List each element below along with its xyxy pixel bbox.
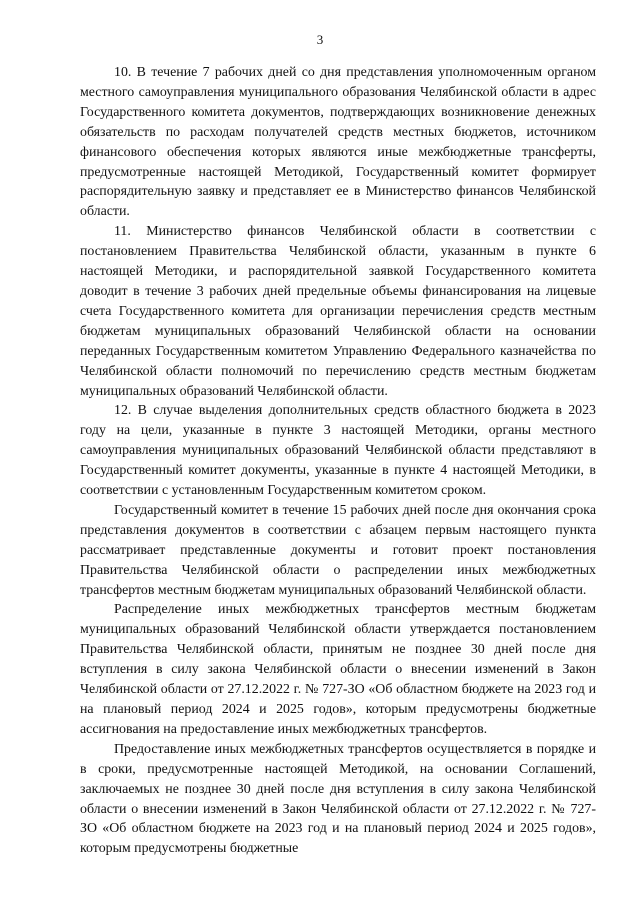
paragraph-11: 11. Министерство финансов Челябинской области в соответствии с постановлением Правительства Челябинской области, указанным в пункте 6 настоящей Методики, и распорядительной заявкой Государственного комитета доводит в течение 3 рабочих дней предельные объемы финансирования на лицевые счета Государственного комитета для организации перечисления средств местным бюджетам муниципальных образований Челябинской области на основании переданных Государственным комитетом Управлению Федерального казначейства по Челябинской области полномочий по перечислению средств местным бюджетам муниципальных образований Челябинской области. — [80, 224, 596, 399]
paragraph-10: 10. В течение 7 рабочих дней со дня представления уполномоченным органом местного самоуправления муниципального образования Челябинской области в адрес Государственного комитета документов, подтверждающих возникновение денежных обязательств по расходам получателей средств местных бюджетов, источником финансового обеспечения которых являются иные межбюджетные трансферты, предусмотренные настоящей Методикой, Государственный комитет формирует распорядительную заявку и представляет ее в Министерство финансов Челябинской области. — [80, 65, 596, 220]
document-body — [80, 63, 596, 859]
paragraph-12: 12. В случае выделения дополнительных средств областного бюджета в 2023 году на цели, указанные в пункте 3 настоящей Методики, органы местного самоуправления муниципальных образований Челябинской области представляют в Государственный комитет документы, указанные в пункте 4 настоящей Методики, в соответствии с установленным Государственным комитетом сроком. — [80, 403, 596, 499]
paragraph-12-distribution: Распределение иных межбюджетных трансфертов местным бюджетам муниципальных образований Челябинской области утверждается постановлением Правительства Челябинской области, принятым не позднее 30 дней после дня вступления в силу закона Челябинской области о внесении изменений в Закон Челябинской области от 27.12.2022 г. № 727-ЗО «Об областном бюджете на 2023 год и на плановый период 2024 и 2025 годов», которым предусмотрены бюджетные ассигнования на предоставление иных межбюджетных трансфертов. — [80, 602, 596, 737]
paragraph-12-review: Государственный комитет в течение 15 рабочих дней после дня окончания срока представления документов в соответствии с абзацем первым настоящего пункта рассматривает представленные документы и готовит проект постановления Правительства Челябинской области о распределении иных межбюджетных трансфертов местным бюджетам муниципальных образований Челябинской области. — [80, 502, 596, 598]
paragraph-12-provision: Предоставление иных межбюджетных трансфертов осуществляется в порядке и в сроки, предусмотренные настоящей Методикой, на основании Соглашений, заключаемых не позднее 30 дней после дня вступления в силу закона Челябинской области о внесении изменений в Закон Челябинской области от 27.12.2022 г. № 727-ЗО «Об областном бюджете на 2023 год и на плановый период 2024 и 2025 годов», которым предусмотрены бюджетные — [80, 741, 596, 857]
page-number: 3 — [316, 32, 324, 47]
